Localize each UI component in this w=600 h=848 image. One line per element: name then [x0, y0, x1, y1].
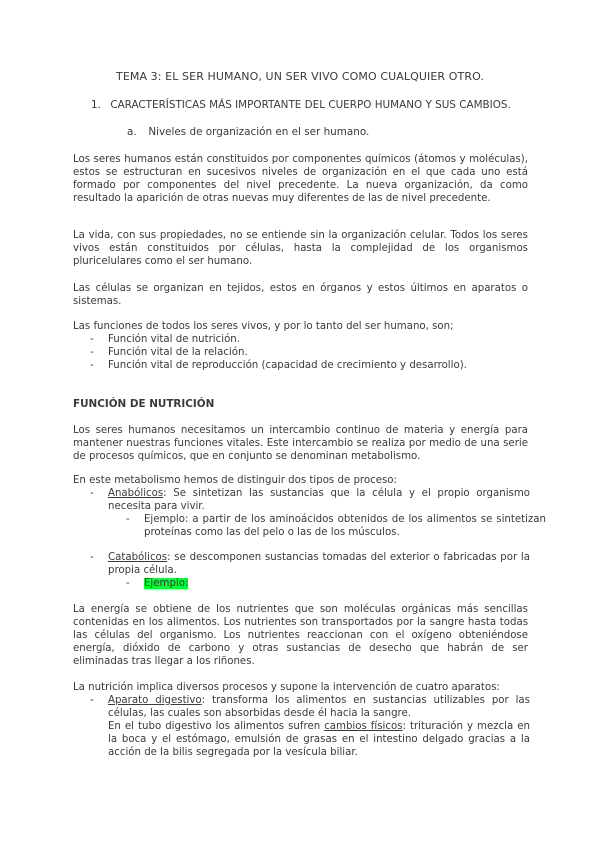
paragraph-energy: La energía se obtiene de los nutrientes que son moléculas orgánicas más sencillas contenidas en los alimentos. Los nutrientes son transportados por la sangre hasta todas las células del organismo. Los nutrientes reaccionan con el oxígeno obteniéndose energía, dióxido de carbono y otras sustancias de desecho que habrán de ser eliminadas tras llegar a los riñones.: [73, 604, 528, 667]
section-heading-nutrition: FUNCIÓN DE NUTRICIÓN: [73, 398, 215, 410]
section-heading-1: [91, 99, 511, 112]
dash-marker: -: [90, 488, 94, 499]
dash-marker: -: [90, 360, 94, 371]
dash-marker: -: [90, 334, 94, 345]
list-item: - Anabólicos: Se sintetizan las sustancias que la célula y el propio organismo necesita para vivir.: [90, 488, 530, 512]
systems-list: [90, 694, 530, 759]
anabolic-example: - Ejemplo: a partir de los aminoácidos obtenidos de los alimentos se sintetizan proteínas como las del pelo o las de los músculos.: [126, 514, 546, 538]
dash-marker: -: [90, 347, 94, 358]
list-item: - Función vital de la relación.: [90, 347, 248, 358]
paragraph-four-systems: La nutrición implica diversos procesos y supone la intervención de cuatro aparatos:: [73, 682, 500, 693]
catabolic-example: [126, 577, 344, 590]
term-catabolicos: Catabólicos: [108, 552, 168, 563]
subsection-heading-a: [127, 126, 369, 139]
functions-list: [90, 333, 530, 372]
subheading-text: Niveles de organización en el ser humano.: [148, 126, 370, 138]
catabolic-list: [90, 551, 530, 577]
term-cambios-fisicos: cambios físicos: [324, 721, 403, 732]
subheading-letter: a.: [127, 126, 137, 138]
list-item: - Función vital de nutrición.: [90, 334, 240, 345]
dash-marker: -: [126, 578, 130, 589]
paragraph-components: Los seres humanos están constituidos por componentes químicos (átomos y moléculas), estos se estructuran en sucesivos niveles de organización en el que cada uno está formado por componentes del nivel precedente. La nueva organización, da como resultado la aparición de otras nuevas muy diferentes de las de nivel precedente.: [73, 154, 528, 204]
heading-text: CARACTERÍSTICAS MÁS IMPORTANTE DEL CUERPO HUMANO Y SUS CAMBIOS.: [110, 99, 511, 111]
paragraph-cell-organization: La vida, con sus propiedades, no se entiende sin la organización celular. Todos los seres vivos están constituidos por células, hasta la complejidad de los organismos pluricelulares como el ser humano.: [73, 230, 528, 267]
paragraph-tissues: Las células se organizan en tejidos, estos en órganos y estos últimos en aparatos o sistemas.: [73, 283, 528, 307]
digestive-detail: En el tubo digestivo los alimentos sufren cambios físicos: trituración y mezcla en la boca y el estómago, emulsión de grasas en el intestino delgado gracias a la acción de la bilis segregada por la vesícula biliar.: [108, 721, 530, 758]
list-item: - Catabólicos: se descomponen sustancias tomadas del exterior o fabricadas por la propia célula.: [90, 552, 530, 576]
paragraph-functions-intro: Las funciones de todos los seres vivos, y por lo tanto del ser humano, son;: [73, 321, 454, 332]
highlighted-example: Ejemplo:: [144, 578, 189, 589]
term-anabolicos: Anabólicos: [108, 488, 164, 499]
dash-marker: -: [90, 552, 94, 563]
document-title: TEMA 3: EL SER HUMANO, UN SER VIVO COMO CUALQUIER OTRO.: [116, 70, 484, 83]
dash-marker: -: [90, 695, 94, 706]
paragraph-process-types: En este metabolismo hemos de distinguir dos tipos de proceso:: [73, 475, 397, 486]
paragraph-metabolism: Los seres humanos necesitamos un intercambio continuo de materia y energía para mantener nuestras funciones vitales. Este intercambio se realiza por medio de una serie de procesos químicos, que en conjunto se denominan metabolismo.: [73, 425, 528, 462]
list-item: - Función vital de reproducción (capacidad de crecimiento y desarrollo).: [90, 360, 467, 371]
dash-marker: -: [126, 514, 130, 525]
term-aparato-digestivo: Aparato digestivo: [108, 695, 202, 706]
anabolic-list: [90, 487, 530, 513]
heading-number: 1.: [91, 99, 101, 111]
list-item: - Aparato digestivo: transforma los alimentos en sustancias utilizables por las células, las cuales son absorbidas desde él hacia la sangre. En el tubo digestivo los alimentos sufren cambios físicos: trituración y mezcla en la boca y el estómago, emulsión de grasas en el intestino delgado gracias a la acción de la bilis segregada por la vesícula biliar.: [90, 695, 530, 758]
